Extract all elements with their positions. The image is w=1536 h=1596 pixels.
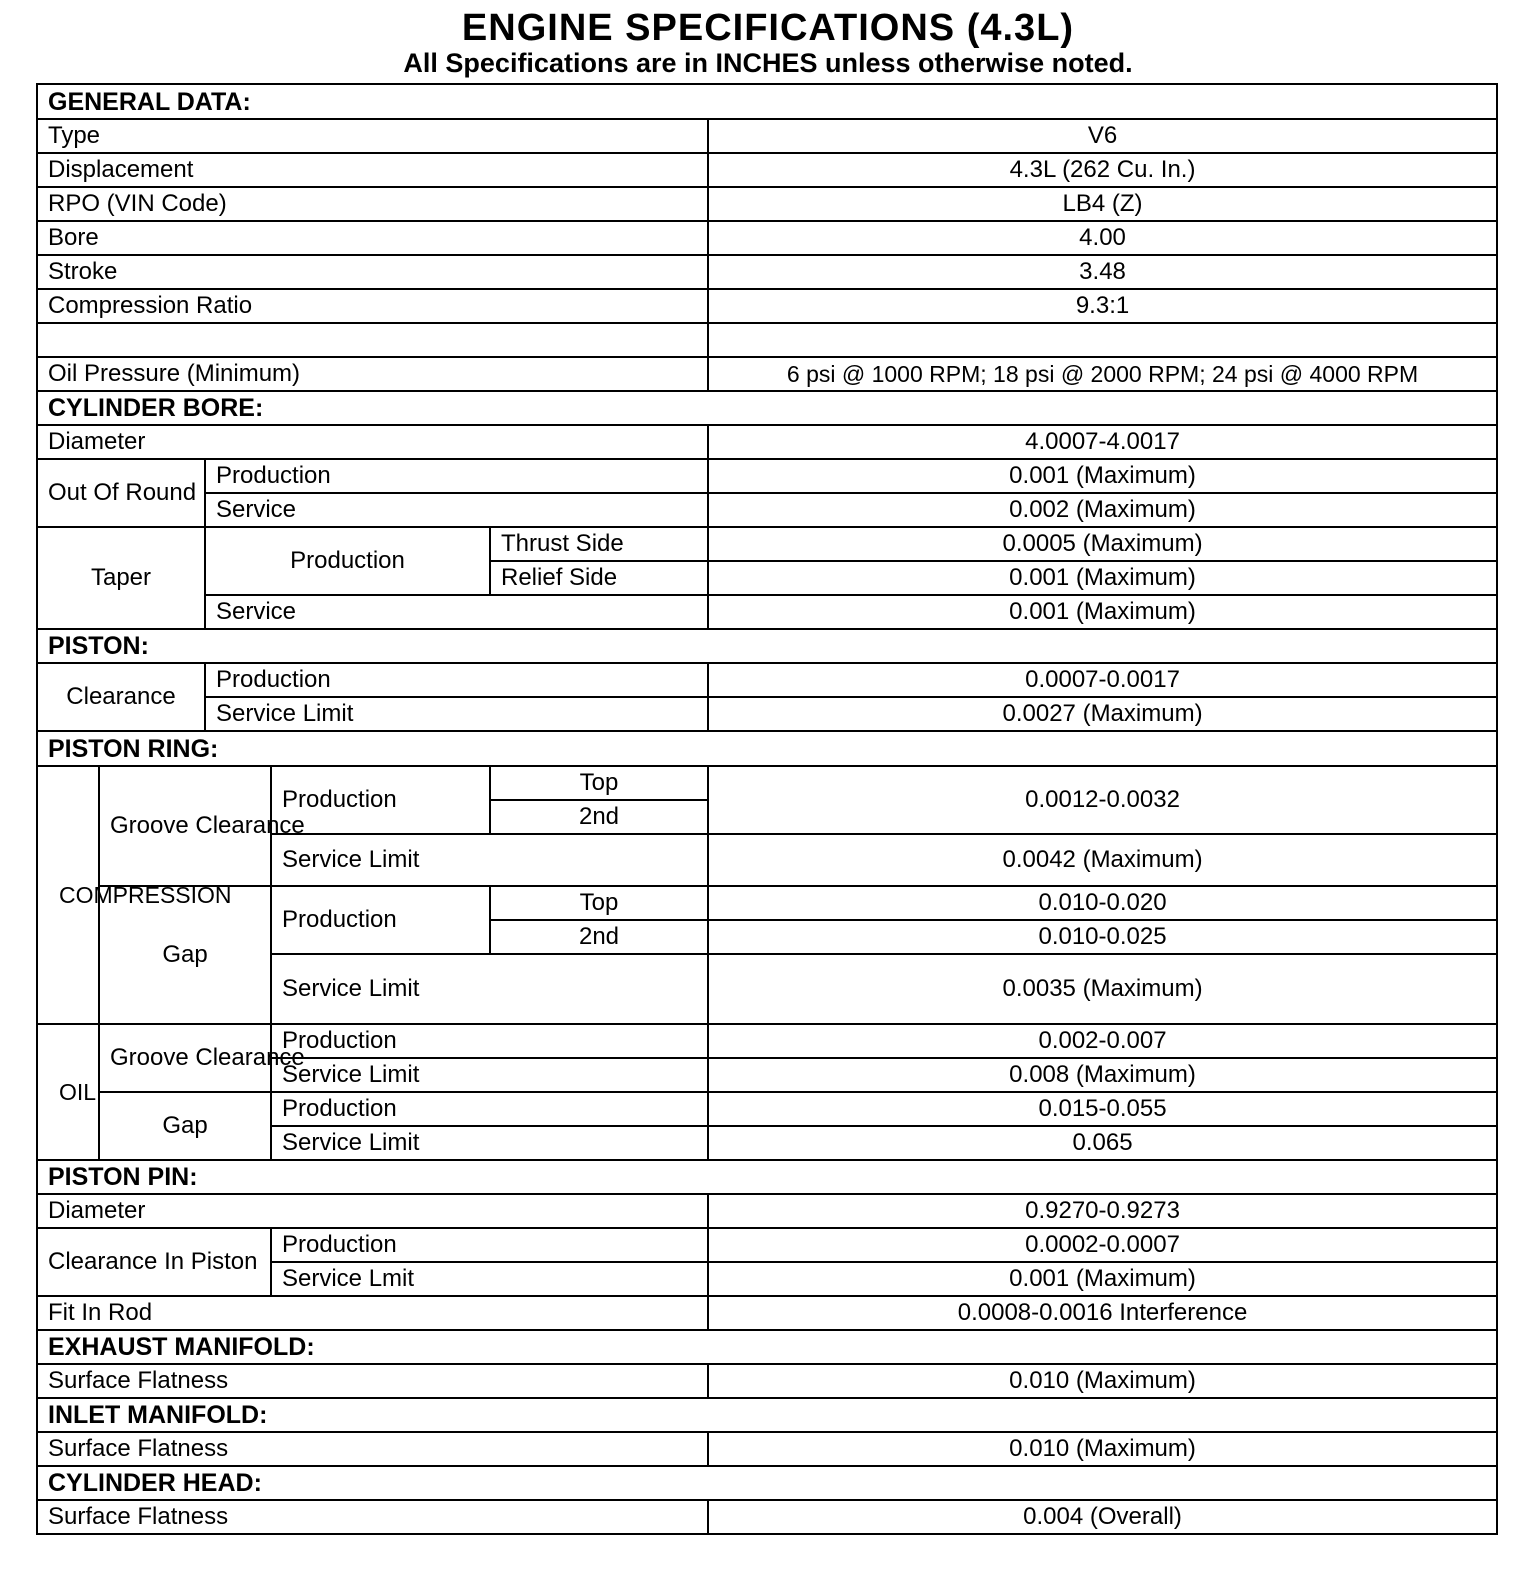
table-row — [37, 1500, 1497, 1534]
table-row — [37, 459, 1497, 493]
table-row — [37, 357, 1497, 391]
row-label: Surface Flatness — [37, 1432, 708, 1466]
row-label: Production — [271, 766, 490, 834]
group-label: Gap — [99, 886, 271, 1024]
table-row — [37, 187, 1497, 221]
row-value: 0.015-0.055 — [708, 1092, 1497, 1126]
row-value: 0.010 (Maximum) — [708, 1364, 1497, 1398]
row-label: Oil Pressure (Minimum) — [37, 357, 708, 391]
table-row — [37, 886, 1497, 920]
group-label: Taper — [37, 527, 205, 629]
subgroup-label: Production — [205, 527, 490, 595]
row-value: 4.00 — [708, 221, 1497, 255]
section-heading-piston-pin: PISTON PIN: — [37, 1160, 1497, 1194]
row-value: 0.001 (Maximum) — [708, 459, 1497, 493]
row-value: V6 — [708, 119, 1497, 153]
row-value: 0.9270-0.9273 — [708, 1194, 1497, 1228]
table-row — [37, 119, 1497, 153]
spec-table — [36, 83, 1498, 1535]
row-value: 4.3L (262 Cu. In.) — [708, 153, 1497, 187]
table-row — [37, 697, 1497, 731]
table-row — [37, 425, 1497, 459]
section-heading-general: GENERAL DATA: — [37, 84, 1497, 119]
row-value: 0.010-0.025 — [708, 920, 1497, 954]
row-value: 0.010 (Maximum) — [708, 1432, 1497, 1466]
sub-row-label: 2nd — [490, 800, 708, 834]
table-row — [37, 255, 1497, 289]
row-label: Production — [205, 459, 708, 493]
row-label: Fit In Rod — [37, 1296, 708, 1330]
row-label: Service Limit — [271, 954, 708, 1024]
page-title: ENGINE SPECIFICATIONS (4.3L) — [461, 7, 1075, 49]
row-label: Production — [271, 1092, 708, 1126]
row-label: Service Lmit — [271, 1262, 708, 1296]
row-label: Service Limit — [271, 1126, 708, 1160]
row-label: Type — [37, 119, 708, 153]
oil-vertical-label: OIL — [37, 1024, 99, 1160]
section-heading-exhaust-manifold: EXHAUST MANIFOLD: — [37, 1330, 1497, 1364]
row-label: Service — [205, 493, 708, 527]
section-heading-inlet-manifold: INLET MANIFOLD: — [37, 1398, 1497, 1432]
row-label: Service Limit — [271, 834, 708, 886]
group-label: Gap — [99, 1092, 271, 1160]
row-value — [708, 323, 1497, 357]
row-value: 0.0012-0.0032 — [708, 766, 1497, 834]
row-value: 0.004 (Overall) — [708, 1500, 1497, 1534]
row-label: Service Limit — [205, 697, 708, 731]
row-value: 0.0027 (Maximum) — [708, 697, 1497, 731]
section-heading-cylinder-head: CYLINDER HEAD: — [37, 1466, 1497, 1500]
row-value: 6 psi @ 1000 RPM; 18 psi @ 2000 RPM; 24 psi @ 4000 RPM — [708, 357, 1497, 391]
table-row — [37, 221, 1497, 255]
row-value: 0.0008-0.0016 Interference — [708, 1296, 1497, 1330]
row-value: 0.0042 (Maximum) — [708, 834, 1497, 886]
row-value: 0.002 (Maximum) — [708, 493, 1497, 527]
row-label: Thrust Side — [490, 527, 708, 561]
row-value: 0.001 (Maximum) — [708, 595, 1497, 629]
table-row — [37, 527, 1497, 561]
row-value: 0.065 — [708, 1126, 1497, 1160]
row-value: 0.001 (Maximum) — [708, 561, 1497, 595]
row-value: 9.3:1 — [708, 289, 1497, 323]
row-value: 0.0002-0.0007 — [708, 1228, 1497, 1262]
row-label — [37, 323, 708, 357]
row-value: 3.48 — [708, 255, 1497, 289]
row-label: Production — [205, 663, 708, 697]
section-heading-piston-ring: PISTON RING: — [37, 731, 1497, 766]
row-label: Relief Side — [490, 561, 708, 595]
page-subtitle: All Specifications are in INCHES unless otherwise noted. — [403, 48, 1133, 78]
group-label: Groove Clearance — [99, 766, 271, 886]
table-row — [37, 1194, 1497, 1228]
row-value: LB4 (Z) — [708, 187, 1497, 221]
table-row — [37, 1024, 1497, 1058]
row-value: 0.0007-0.0017 — [708, 663, 1497, 697]
row-value: 4.0007-4.0017 — [708, 425, 1497, 459]
table-row — [37, 663, 1497, 697]
compression-vertical-label: COMPRESSION — [37, 766, 99, 1024]
sub-row-label: Top — [490, 766, 708, 800]
table-row — [37, 1092, 1497, 1126]
table-row — [37, 493, 1497, 527]
section-heading-piston: PISTON: — [37, 629, 1497, 663]
table-row — [37, 153, 1497, 187]
row-value: 0.002-0.007 — [708, 1024, 1497, 1058]
row-label: Production — [271, 1024, 708, 1058]
row-label: Stroke — [37, 255, 708, 289]
table-row — [37, 1364, 1497, 1398]
row-value: 0.0035 (Maximum) — [708, 954, 1497, 1024]
table-row — [37, 595, 1497, 629]
group-label: Groove Clearance — [99, 1024, 271, 1092]
group-label: Clearance — [37, 663, 205, 731]
group-label: Out Of Round — [37, 459, 205, 527]
row-label: RPO (VIN Code) — [37, 187, 708, 221]
table-row — [37, 1296, 1497, 1330]
table-row — [37, 323, 1497, 357]
row-label: Diameter — [37, 425, 708, 459]
row-value: 0.008 (Maximum) — [708, 1058, 1497, 1092]
row-label: Service Limit — [271, 1058, 708, 1092]
table-row — [37, 289, 1497, 323]
group-label: Clearance In Piston — [37, 1228, 271, 1296]
row-label: Service — [205, 595, 708, 629]
sub-row-label: 2nd — [490, 920, 708, 954]
row-label: Bore — [37, 221, 708, 255]
row-value: 0.001 (Maximum) — [708, 1262, 1497, 1296]
row-label: Surface Flatness — [37, 1364, 708, 1398]
row-label: Surface Flatness — [37, 1500, 708, 1534]
table-row — [37, 1228, 1497, 1262]
row-value: 0.0005 (Maximum) — [708, 527, 1497, 561]
row-label: Displacement — [37, 153, 708, 187]
section-heading-cylinder-bore: CYLINDER BORE: — [37, 391, 1497, 425]
table-row — [37, 766, 1497, 800]
row-label: Diameter — [37, 1194, 708, 1228]
sub-row-label: Top — [490, 886, 708, 920]
row-label: Production — [271, 1228, 708, 1262]
row-value: 0.010-0.020 — [708, 886, 1497, 920]
table-row — [37, 1432, 1497, 1466]
row-label: Production — [271, 886, 490, 954]
row-label: Compression Ratio — [37, 289, 708, 323]
